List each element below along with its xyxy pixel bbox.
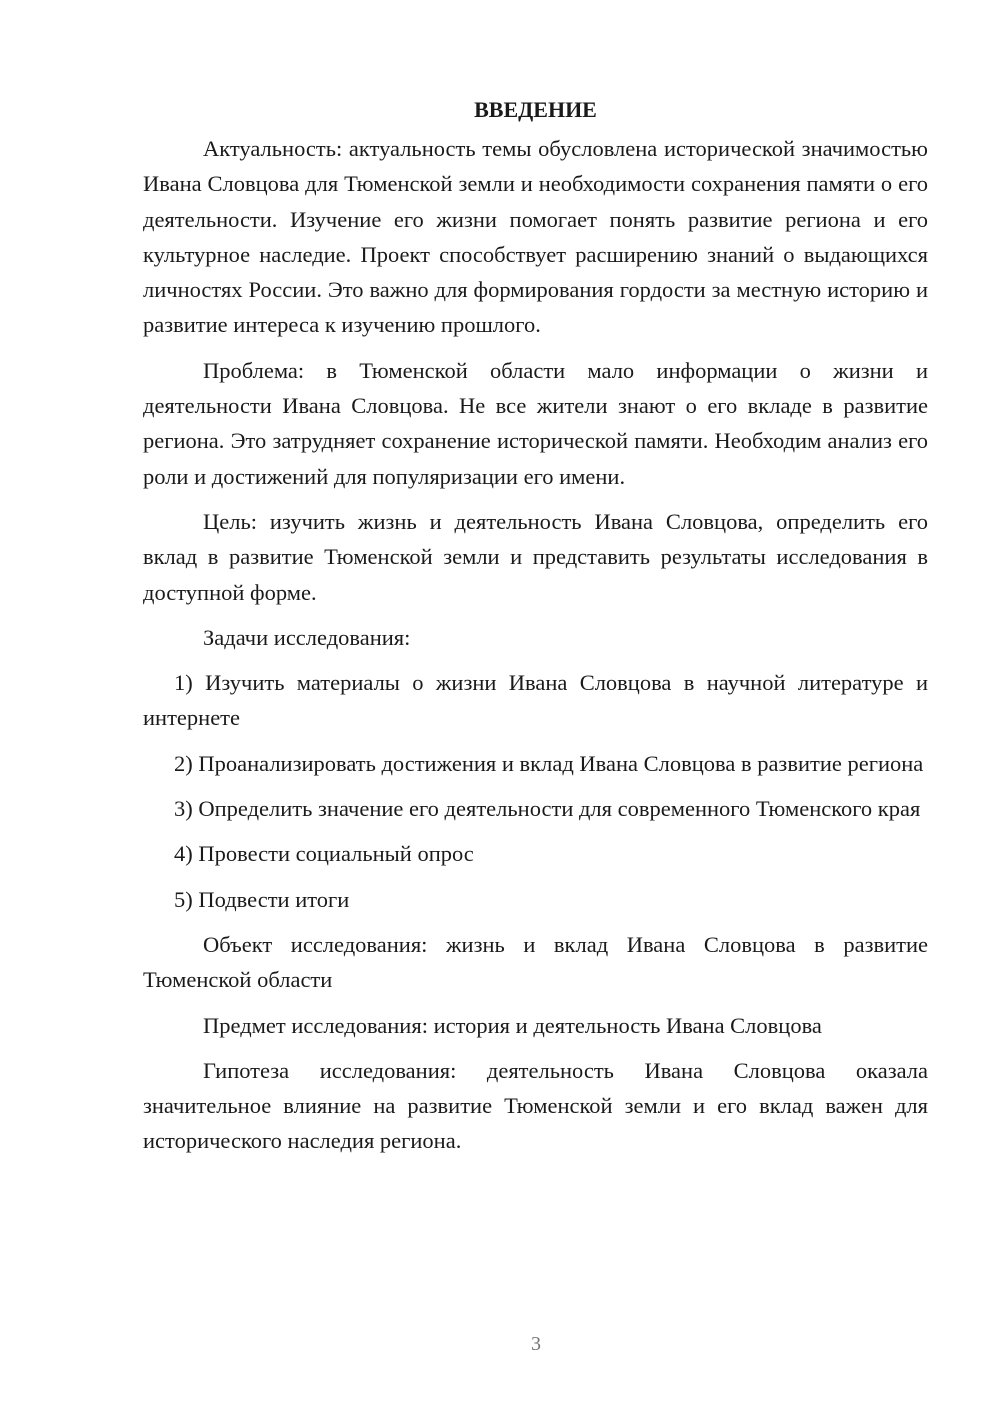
problem-paragraph: Проблема: в Тюменской области мало информации о жизни и деятельности Ивана Словцова. Не все жители знают о его вкладе в развитие региона. Это затрудняет сохранение исторической памяти. Необходим анализ его роли и достижений для популяризации его имени. (143, 357, 928, 489)
goal-paragraph: Цель: изучить жизнь и деятельность Ивана Словцова, определить его вклад в развитие Тюменской земли и представить результаты исследования в доступной форме. (143, 508, 928, 605)
task-item-4: 4) Провести социальный опрос (174, 841, 474, 867)
page-number: 3 (531, 1333, 541, 1355)
object-paragraph: Объект исследования: жизнь и вклад Ивана Словцова в развитие Тюменской области (143, 931, 928, 993)
subject-paragraph: Предмет исследования: история и деятельность Ивана Словцова (203, 1012, 822, 1038)
tasks-heading: Задачи исследования: (203, 624, 411, 650)
task-item-1: 1) Изучить материалы о жизни Ивана Словцова в научной литературе и интернете (143, 670, 928, 731)
page-title: ВВЕДЕНИЕ (474, 97, 597, 122)
document-page (143, 92, 928, 1159)
task-item-2: 2) Проанализировать достижения и вклад Ивана Словцова в развитие региона (174, 750, 924, 776)
relevance-paragraph: Актуальность: актуальность темы обусловлена исторической значимостью Ивана Словцова для Тюменской земли и необходимости сохранения памяти о его деятельности. Изучение его жизни помогает понять развитие региона и его культурное наследие. Проект способствует расширению знаний о выдающихся личностях России. Это важно для формирования гордости за местную историю и развитие интереса к изучению прошлого. (143, 136, 928, 338)
task-item-5: 5) Подвести итоги (174, 886, 350, 912)
hypothesis-paragraph: Гипотеза исследования: деятельность Ивана Словцова оказала значительное влияние на развитие Тюменской земли и его вклад важен для исторического наследия региона. (143, 1057, 928, 1154)
task-item-3: 3) Определить значение его деятельности для современного Тюменского края (174, 796, 921, 822)
